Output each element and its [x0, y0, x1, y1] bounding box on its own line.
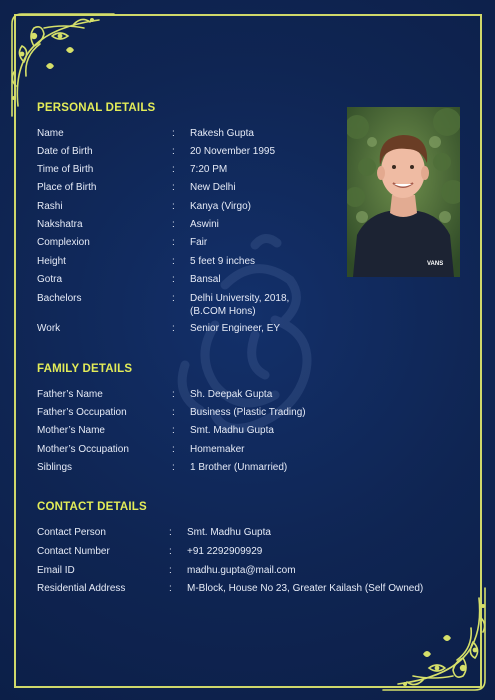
detail-separator: :	[169, 546, 172, 557]
detail-value: Bansal	[190, 274, 221, 285]
detail-separator: :	[169, 527, 172, 538]
detail-separator: :	[169, 565, 172, 576]
detail-separator: :	[172, 201, 175, 212]
detail-label: Place of Birth	[37, 182, 97, 193]
detail-value: 20 November 1995	[190, 146, 276, 157]
detail-value: Smt. Madhu Gupta	[187, 527, 271, 538]
detail-value: Aswini	[190, 219, 219, 230]
detail-value: New Delhi	[190, 182, 236, 193]
detail-value: Business (Plastic Trading)	[190, 407, 306, 418]
detail-label: Nakshatra	[37, 219, 83, 230]
detail-separator: :	[172, 164, 175, 175]
detail-separator: :	[172, 462, 175, 473]
detail-separator: :	[172, 389, 175, 400]
detail-value: Sh. Deepak Gupta	[190, 389, 273, 400]
personal-details-heading: PERSONAL DETAILS	[37, 102, 156, 114]
person-portrait-icon	[347, 107, 460, 277]
detail-value: Fair	[190, 237, 208, 248]
detail-separator: :	[172, 146, 175, 157]
detail-separator: :	[172, 425, 175, 436]
detail-label: Date of Birth	[37, 146, 93, 157]
detail-value: Rakesh Gupta	[190, 128, 254, 139]
detail-label: Father’s Occupation	[37, 407, 127, 418]
floral-corner-icon	[378, 583, 493, 698]
detail-label: Mother’s Occupation	[37, 444, 129, 455]
detail-label: Siblings	[37, 462, 73, 473]
detail-value: 1 Brother (Unmarried)	[190, 462, 288, 473]
detail-value: Kanya (Virgo)	[190, 201, 251, 212]
detail-label: Complexion	[37, 237, 90, 248]
detail-separator: :	[172, 407, 175, 418]
detail-label: Mother’s Name	[37, 425, 105, 436]
detail-value: (B.COM Hons)	[190, 306, 256, 317]
detail-label: Rashi	[37, 201, 63, 212]
detail-separator: :	[172, 323, 175, 334]
detail-separator: :	[172, 293, 175, 304]
detail-separator: :	[172, 128, 175, 139]
detail-label: Name	[37, 128, 64, 139]
detail-value: Senior Engineer, EY	[190, 323, 281, 334]
detail-separator: :	[172, 256, 175, 267]
detail-separator: :	[172, 444, 175, 455]
detail-value: Smt. Madhu Gupta	[190, 425, 274, 436]
detail-separator: :	[172, 182, 175, 193]
detail-value: madhu.gupta@mail.com	[187, 565, 296, 576]
detail-separator: :	[172, 237, 175, 248]
detail-label: Bachelors	[37, 293, 82, 304]
detail-value: 7:20 PM	[190, 164, 228, 175]
detail-label: Contact Number	[37, 546, 110, 557]
detail-label: Work	[37, 323, 61, 334]
detail-label: Contact Person	[37, 527, 106, 538]
detail-label: Gotra	[37, 274, 63, 285]
profile-photo	[347, 107, 460, 277]
detail-value: M-Block, House No 23, Greater Kailash (Self Owned)	[187, 583, 424, 594]
detail-value: 5 feet 9 inches	[190, 256, 256, 267]
detail-label: Residential Address	[37, 583, 126, 594]
contact-details-heading: CONTACT DETAILS	[37, 501, 147, 513]
detail-label: Time of Birth	[37, 164, 94, 175]
detail-value: Delhi University, 2018,	[190, 293, 290, 304]
detail-value: Homemaker	[190, 444, 245, 455]
detail-value: +91 2292909929	[187, 546, 263, 557]
detail-label: Father’s Name	[37, 389, 103, 400]
shirt-logo-text: VANS	[427, 261, 444, 267]
detail-label: Email ID	[37, 565, 75, 576]
detail-separator: :	[172, 219, 175, 230]
detail-label: Height	[37, 256, 66, 267]
detail-separator: :	[172, 274, 175, 285]
family-details-heading: FAMILY DETAILS	[37, 363, 133, 375]
detail-separator: :	[169, 583, 172, 594]
